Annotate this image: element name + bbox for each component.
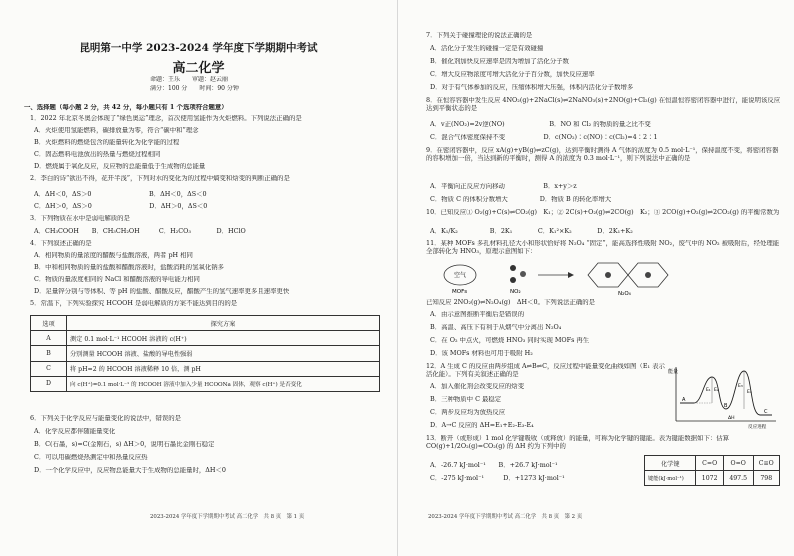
option-text: B．三种物质中 C 最稳定 [430,396,502,403]
option-text: A．相同物质的量浓度的醋酸与盐酸溶液，两者 pH 相同 [34,252,193,259]
molecule-atom [645,272,651,278]
question-text: 1．2022 年北京冬奥会体现了“绿色奥运”理念，首次使用氢能作为火炬燃料。下列说法正确的是 [30,115,302,122]
mofs-label-left: MOFs [452,289,468,295]
table-cell: D [31,376,67,391]
species-a-label: A [682,397,686,403]
option-text: B．高温、高压下有利于从烟气中分离出 N₂O₄ [430,324,562,331]
table-header-row [31,316,380,331]
exam-meta-score: 满分：100 分 时间：90 分钟 [150,85,239,92]
table-cell: 798 [753,471,779,486]
table-cell: 497.5 [723,471,753,486]
option-text: A．K₁/K₂ B．2K₁ C．K₁²×K₂ D．2K₁+K₂ [430,228,633,235]
option-text: A．CH₃COOH B．CH₃CH₂OH C．H₂CO₃ D．HClO [34,228,246,235]
table-header-cell: 探究方案 [67,316,380,331]
option-text: D．A→C 反应的 ΔH=E₁+E₂-E₃-E₄ [430,422,534,429]
option-text: A．平衡向正反应方向移动 B．x+y＞z [430,183,577,190]
option-text: C．在 O₂ 中点火，可燃烧 HNO₃ 同时实现 MOFs 再生 [430,337,590,344]
e2-label: E₂ [714,388,719,393]
subject-title: 高二化学 [172,61,225,76]
bond-energy-table [644,455,780,486]
n2o4-label: N₂O₄ [618,291,631,296]
question-text: 5．常温下，下列实验探究 HCOOH 是弱电解质的方案不能达到目的的是 [30,300,238,307]
option-text: B．C(石墨，s)=C(金刚石，s) ΔH＞0，说明石墨比金刚石稳定 [34,441,215,448]
exam-meta-authors: 命题：王乐 审题：赵云丽 [150,76,229,83]
e3-label: E₃ [738,384,743,389]
table-header-cell: C=O [696,456,723,471]
e4-label: E₄ [747,390,752,395]
table-row [31,361,380,376]
option-text: D．一个化学反应中，反应物总能量大于生成物的总能量时，ΔH＜0 [34,467,226,474]
question-text: 7．下列关于碰撞理论的说法正确的是 [426,32,533,39]
table-cell: C [31,361,67,376]
table-cell: 分别测量 HCOOH 溶液、盐酸的导电性强弱 [67,346,380,361]
option-text: C．增大反应物浓度可增大活化分子百分数，加快反应速率 [430,71,595,78]
section-heading: 一、选择题（每小题 2 分，共 42 分，每小题只有 1 个选项符合题意） [24,104,228,111]
option-text: C．可以用碳燃烧热测定中和热量反应热 [34,454,148,461]
question-text: 10．已知反应① O₂(g)+C(s)⇌CO₂(g) K₁；② 2C(s)+O₂(g)⇌2CO(g) K₂；③ 2CO(g)+O₂(g)⇌2CO₂(g) 的平衡常数为 [426,209,780,216]
experiment-table [30,315,380,392]
y-axis-label: 能量 [668,369,679,375]
table-header-cell: C≡O [753,456,779,471]
option-text: C．固态燃料电池放出的热量与燃烧过程相同 [34,151,161,158]
table-cell: 1072 [696,471,723,486]
arrow-head-icon [568,272,574,278]
table-row [31,376,380,391]
option-text: A．活化分子发生的碰撞一定是有效碰撞 [430,45,544,52]
option-text: B．催化剂加快反应速率是因为增加了活化分子数 [430,58,569,65]
question-text: 13．断开（或形成）1 mol 化学键吸收（或释放）的能量，可称为化学键的键能。表为键能数据如下：估算 CO(g)+1/2O₂(g)=CO₂(g) 的 ΔH 约为下列中的 [426,435,730,450]
question-text: 12．A 生成 C 的反应由两步组成 A⇌B⇌C，反应过程中能量变化曲线如图（E₁ 表示活化能）。下列有关叙述正确的是 [426,363,665,378]
molecule-atom [510,277,516,283]
option-text: A．-26.7 kJ·mol⁻¹ B．+26.7 kJ·mol⁻¹ [430,462,558,469]
option-text: B．中和相同物质的量的盐酸和醋酸溶液时，盐酸消耗的氢氧化钠多 [34,264,225,271]
mofs-diagram [438,258,738,296]
question-text: 3．下列物质在水中是弱电解质的是 [30,215,130,222]
table-row [645,471,780,486]
x-axis-label: 反应进程 [748,425,767,429]
table-header-cell: 化学键 [645,456,696,471]
question-text: 4．下列叙述正确的是 [30,240,92,247]
question-text: 6．下列关于化学反应与能量变化的说法中，错误的是 [30,415,182,422]
page-footer: 2023-2024 学年度下学期期中考试 高二化学 共 8 页 第 1 页 [150,514,305,520]
option-text: C．物质 C 的体积分数增大 D．物质 B 的转化率增大 [430,196,612,203]
option-text: A．v正(NO₂)=2v逆(NO) B．NO 和 Cl₂ 的物质的量之比不变 [430,121,651,128]
molecule-atom [605,272,611,278]
molecule-atom [510,265,516,271]
table-header-row [645,456,780,471]
option-text: D．足量锌分别与等体积、等 pH 的盐酸、醋酸反应，醋酸产生的氢气速率更多且速率更快 [34,288,290,295]
energy-profile-chart [668,363,780,429]
table-row [31,331,380,346]
table-cell: 将 pH=2 的 HCOOH 溶液稀释 10 倍，测 pH [67,361,380,376]
air-label: 空气 [454,272,467,279]
option-text: C．ΔH＞0，ΔS＞0 D．ΔH＞0，ΔS＜0 [34,203,208,210]
table-cell: A [31,331,67,346]
question-text: 9．在密闭容器中，反应 xA(g)+yB(g)⇌zC(g)，达到平衡时测得 A 气体的浓度为 0.5 mol·L⁻¹，保持温度不变，将密闭容器的容积增加一倍，当达到新的平衡时，测得 A 的浓度为 0.3 mol·L⁻¹，则下列说法中正确的是 [426,147,779,162]
table-cell: 键能(kJ·mol⁻¹) [645,471,696,486]
delta-h-label: ΔH [728,416,735,421]
no2-label: NO₂ [510,289,521,295]
option-text: A．加入催化剂会改变反应的焓变 [430,383,525,390]
species-b-label: B [724,403,728,409]
question-text: 11．某种 MOFs 多孔材料孔径大小和形状恰好将 N₂O₄ “固定”，能高选择性吸附 NO₂，废气中的 NO₂ 被吸附后，经处理能全部转化为 HNO₃，原理示意图如下： [426,240,780,255]
e1-label: E₁ [706,388,711,393]
table-row [31,346,380,361]
page-footer: 2023-2024 学年度下学期期中考试 高二化学 共 8 页 第 2 页 [428,514,583,520]
species-c-label: C [764,409,768,415]
question-text: 2．李白的诗“欲出不得，花开半浅”，下列对水的变化为的过程中熵变和焓变的判断正确的是 [30,175,290,182]
question-text: 已知反应 2NO₂(g)⇌N₂O₄(g) ΔH＜0。下列说法正确的是 [426,299,596,306]
option-text: A．ΔH＜0，ΔS＞0 B．ΔH＜0，ΔS＜0 [34,191,207,198]
option-text: C．-275 kJ·mol⁻¹ D．+1273 kJ·mol⁻¹ [430,475,565,482]
exam-title: 昆明第一中学 2023-2024 学年度下学期期中考试 [79,42,318,54]
option-text: D．该 MOFs 材料也可用于吸附 H₂ [430,350,533,357]
option-text: B．火炬燃料的燃烧包含的能量转化为化学能的过程 [34,139,180,146]
molecule-atom [520,271,526,277]
option-text: C．两步反应均为放热反应 [430,409,506,416]
option-text: C．物质的量浓度相同的 NaCl 和醋酸溶液的导电能力相同 [34,276,200,283]
table-header-cell: O=O [723,456,753,471]
exam-page-right [397,0,794,556]
option-text: C．混合气体密度保持不变 D．c(NO₂)∶c(NO)∶c(Cl₂)=4∶2∶1 [430,134,658,141]
option-text: A．化学反应都伴随能量变化 [34,428,116,435]
option-text: A．由示意图推断平衡后是错误的 [430,311,525,318]
table-cell: 向 c(H⁺)=0.1 mol·L⁻¹ 的 HCOOH 溶液中加入少量 HCOONa 固体，观察 c(H⁺) 是否变化 [67,376,380,391]
table-cell: B [31,346,67,361]
option-text: D．对于有气体参加的反应，压缩体积增大压强，体积内活化分子数增多 [430,84,634,91]
option-text: D．燃烧属于氧化反应，反应物的总能量低于生成物的总能量 [34,163,206,170]
option-text: A．火炬使用氢能燃料，碳排放量为零，符合“碳中和”理念 [34,127,199,134]
table-header-cell: 选项 [31,316,67,331]
question-text: 8．在恒容容器中发生反应 4NO₂(g)+2NaCl(s)⇌2NaNO₃(s)+2NO(g)+Cl₂(g) 在恒温恒容密闭容器中进行，能说明该反应达到平衡状态的是 [426,97,781,112]
table-cell: 测定 0.1 mol·L⁻¹ HCOOH 溶液的 c(H⁺) [67,331,380,346]
